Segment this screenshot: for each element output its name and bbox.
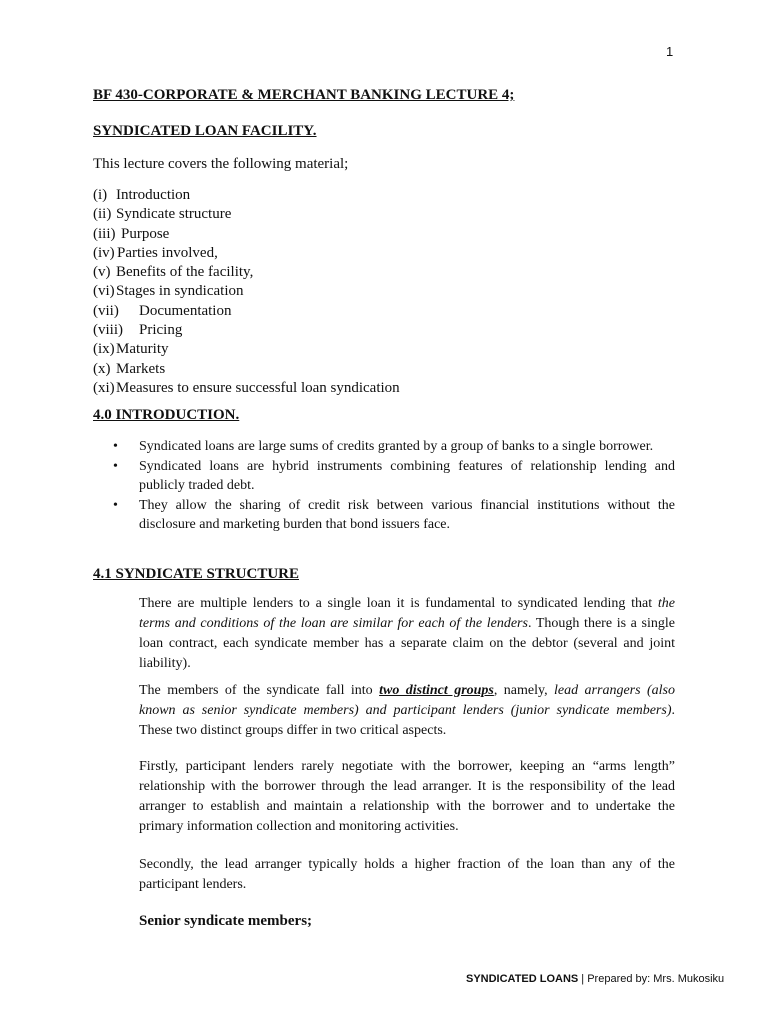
list-item	[93, 437, 675, 457]
list-item-label: Stages in syndication	[116, 283, 244, 300]
list-item-label: Purpose	[121, 225, 170, 242]
list-item-number: (vi)	[93, 283, 115, 300]
bullet-icon: •	[113, 458, 118, 474]
list-item-label: Syndicate structure	[116, 206, 232, 223]
subheading-senior-syndicate-members: Senior syndicate members;	[139, 913, 313, 929]
list-item-number: (v)	[93, 264, 111, 281]
list-item-number: (vii)	[93, 302, 119, 319]
page-number: 1	[666, 44, 674, 59]
contents-list	[93, 186, 400, 398]
bullet-text: Syndicated loans are hybrid instruments combining features of relationship lending and publicly traded debt.	[139, 458, 675, 493]
list-item	[93, 244, 400, 263]
introduction-bullet-list	[93, 437, 675, 535]
paragraph-multiple-lenders	[139, 594, 675, 674]
list-item-number: (iii)	[93, 225, 116, 242]
list-item	[93, 379, 400, 398]
list-item	[93, 496, 675, 535]
paragraph-syndicate-groups	[139, 681, 675, 741]
list-item	[93, 186, 400, 205]
section-heading-introduction: 4.0 INTRODUCTION.	[93, 407, 240, 423]
list-item-label: Measures to ensure successful loan syndication	[116, 379, 400, 396]
paragraph-emphasis: lead arrangers (also known as senior syndicate members) and participant lenders (junior syndicate members)	[139, 683, 675, 718]
paragraph-firstly: Firstly, participant lenders rarely negotiate with the borrower, keeping an “arms length” relationship with the borrower through the lead arranger. It is the responsibility of the lead arranger to establish and maintain a relationship with the borrower and to undertake the primary information collection and monitoring activities.	[139, 759, 675, 834]
list-item	[93, 457, 675, 496]
paragraph-text: There are multiple lenders to a single loan it is fundamental to syndicated lending that	[139, 596, 658, 611]
list-item-label: Documentation	[139, 302, 232, 319]
list-item	[93, 282, 400, 301]
list-item-number: (ii)	[93, 206, 112, 223]
list-item-label: Introduction	[116, 187, 191, 203]
list-item-number: (viii)	[93, 322, 123, 339]
paragraph-text: . Though there is a single loan contract, each syndicate member has a separate claim on the debtor (several and joint liability).	[139, 616, 675, 671]
paragraph-text: . These two distinct groups differ in two critical aspects.	[139, 703, 675, 738]
intro-line: This lecture covers the following material;	[93, 156, 349, 172]
footer-author: | Prepared by: Mrs. Mukosiku	[578, 973, 725, 985]
list-item-number: (ix)	[93, 341, 115, 358]
list-item	[93, 302, 400, 321]
list-item-label: Maturity	[116, 341, 169, 358]
document-subtitle: SYNDICATED LOAN FACILITY.	[93, 123, 317, 139]
paragraph-secondly: Secondly, the lead arranger typically holds a higher fraction of the loan than any of the participant lenders.	[139, 857, 675, 892]
bullet-icon: •	[113, 497, 118, 513]
list-item	[93, 360, 400, 379]
bullet-text: They allow the sharing of credit risk between various financial institutions without the disclosure and marketing burden that bond issuers face.	[139, 497, 675, 532]
list-item	[93, 263, 400, 282]
paragraph-strong-emphasis: two distinct groups	[379, 683, 494, 698]
list-item-number: (i)	[93, 187, 108, 203]
document-title: BF 430-CORPORATE & MERCHANT BANKING LECTURE 4;	[93, 87, 515, 103]
footer-title: SYNDICATED LOANS	[466, 973, 579, 985]
list-item	[93, 340, 400, 359]
list-item-label: Parties involved,	[117, 244, 218, 261]
list-item-number: (x)	[93, 360, 111, 377]
page-footer	[466, 973, 724, 985]
paragraph-text: , namely,	[493, 683, 555, 698]
list-item-label: Benefits of the facility,	[116, 264, 254, 281]
paragraph-text: The members of the syndicate fall into	[139, 683, 380, 698]
bullet-text: Syndicated loans are large sums of credits granted by a group of banks to a single borrower.	[139, 439, 654, 454]
list-item	[93, 321, 400, 340]
list-item-label: Pricing	[139, 322, 183, 339]
bullet-icon: •	[113, 439, 118, 454]
paragraph-emphasis: the terms and conditions of the loan are similar for each of the lenders	[139, 596, 675, 631]
list-item-number: (iv)	[93, 244, 115, 261]
list-item	[93, 205, 400, 224]
list-item-label: Markets	[116, 360, 166, 377]
list-item-number: (xi)	[93, 379, 115, 396]
section-heading-syndicate-structure: 4.1 SYNDICATE STRUCTURE	[93, 566, 300, 582]
list-item	[93, 225, 400, 244]
